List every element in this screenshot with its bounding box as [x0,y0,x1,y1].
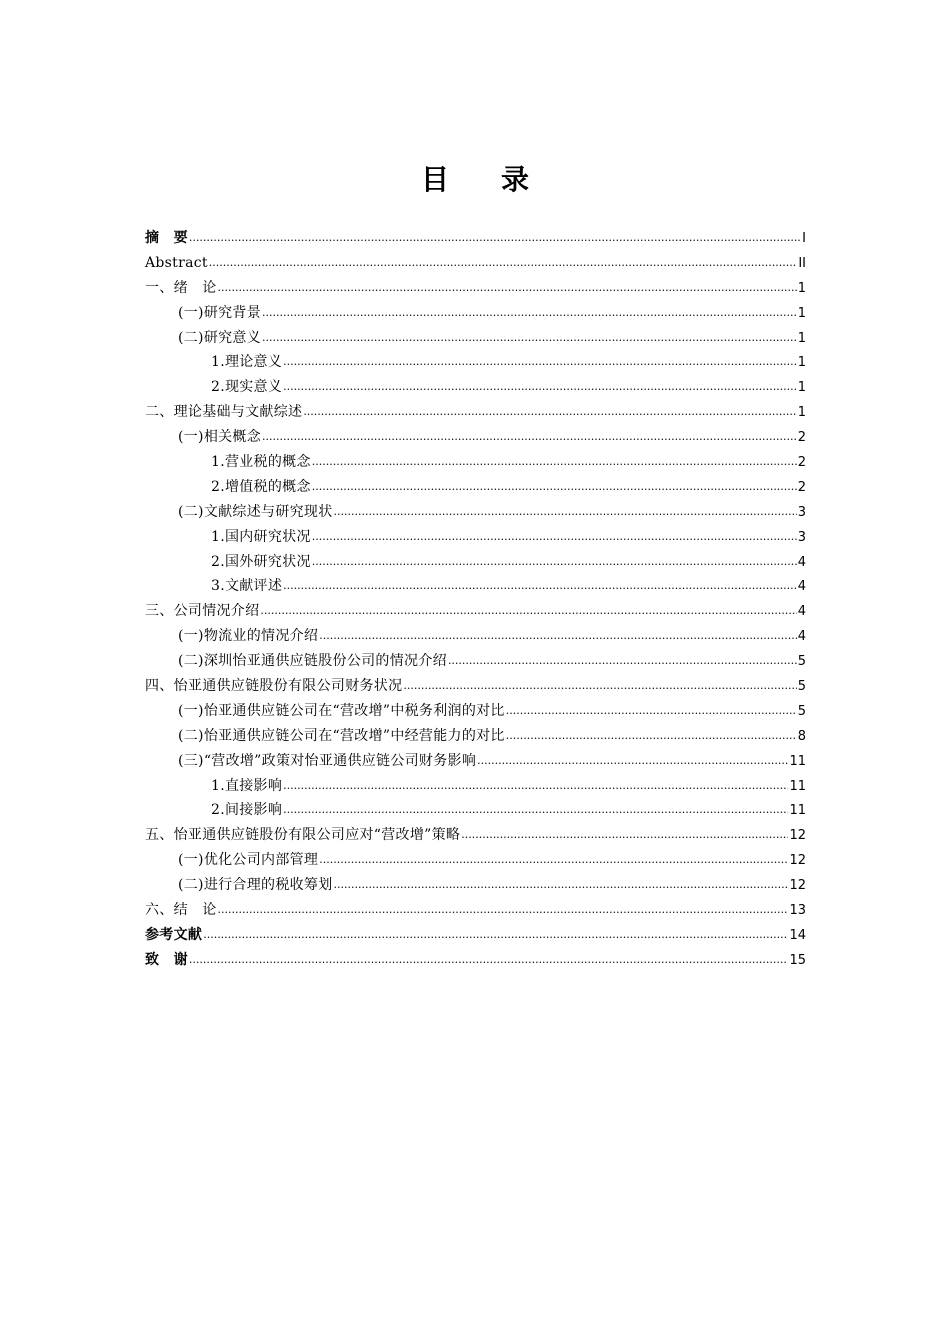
toc-entry[interactable] [145,948,806,973]
toc-entry-page-number: 15 [789,952,806,968]
toc-entry-page-number: 11 [789,778,806,794]
dot-leader [189,948,789,973]
dot-leader [283,774,788,799]
dot-leader [218,276,797,301]
dot-leader [262,326,797,351]
toc-entry[interactable] [145,500,806,525]
toc-entry[interactable] [145,848,806,873]
toc-entry-text: 1.营业税的概念 [211,454,311,471]
toc-entry[interactable] [145,749,806,774]
toc-entry[interactable] [145,898,806,923]
toc-entry-text: 六、结 论 [145,902,217,919]
dot-leader [506,724,797,749]
toc-entry[interactable] [145,350,806,375]
toc-entry[interactable] [145,475,806,500]
toc-entry[interactable] [145,724,806,749]
toc-entry-page-number: 12 [789,853,806,869]
dot-leader [283,798,788,823]
toc-entry-text: 参考文献 [145,926,203,943]
dot-leader [319,624,796,649]
toc-entry[interactable] [145,774,806,799]
toc-entry-text: (二)研究意义 [178,329,262,346]
dot-leader [461,823,788,848]
toc-entry[interactable] [145,699,806,724]
toc-entry-page-number: II [798,255,806,271]
dot-leader [312,450,797,475]
dot-leader [262,301,797,326]
toc-entry-text: (一)相关概念 [178,429,262,446]
toc-entry-text: 一、绪 论 [145,279,217,296]
toc-entry[interactable] [145,550,806,575]
dot-leader [218,898,789,923]
toc-entry[interactable] [145,798,806,823]
toc-entry-page-number: 2 [797,455,806,471]
toc-entry-page-number: 1 [797,330,806,346]
dot-leader [262,425,797,450]
toc-entry-text: 致 谢 [145,951,188,968]
toc-entry[interactable] [145,400,806,425]
dot-leader [506,699,797,724]
toc-entry[interactable] [145,525,806,550]
toc-entry[interactable] [145,425,806,450]
toc-entry[interactable] [145,823,806,848]
dot-leader [283,375,797,400]
toc-entry[interactable] [145,873,806,898]
toc-entry[interactable] [145,450,806,475]
toc-entry-text: (一)研究背景 [178,304,262,321]
dot-leader [283,350,797,375]
toc-entry-page-number: 1 [797,280,806,296]
toc-entry-text: 1.直接影响 [211,777,283,794]
toc-entry-text: 五、怡亚通供应链股份有限公司应对“营改增”策略 [145,827,461,844]
table-of-contents [145,226,806,973]
toc-entry-text: 四、怡亚通供应链股份有限公司财务状况 [145,678,403,695]
toc-entry[interactable] [145,326,806,351]
toc-entry-page-number: 4 [797,579,806,595]
toc-entry-page-number: I [802,231,806,246]
toc-entry-page-number: 5 [797,654,806,670]
toc-entry[interactable] [145,649,806,674]
toc-entry[interactable] [145,251,806,276]
toc-entry[interactable] [145,674,806,699]
toc-entry-page-number: 1 [797,355,806,371]
toc-entry[interactable] [145,226,806,251]
toc-title: 目录 [420,163,581,196]
toc-entry-page-number: 2 [797,479,806,495]
toc-entry-page-number: 3 [797,504,806,520]
toc-entry-text: (二)文献综述与研究现状 [178,503,333,520]
toc-entry-page-number: 1 [797,305,806,321]
toc-entry-text: 二、理论基础与文献综述 [145,404,303,421]
toc-entry-page-number: 14 [789,927,806,943]
toc-entry[interactable] [145,276,806,301]
dot-leader [209,251,798,276]
toc-entry-page-number: 1 [797,405,806,421]
toc-entry-page-number: 12 [789,878,806,894]
toc-entry-text: (一)优化公司内部管理 [178,852,319,869]
dot-leader [334,873,789,898]
toc-entry-text: (三)“营改增”政策对怡亚通供应链公司财务影响 [178,752,477,769]
toc-entry-page-number: 11 [789,753,806,769]
dot-leader [319,848,788,873]
dot-leader [448,649,797,674]
toc-entry-text: (二)深圳怡亚通供应链股份公司的情况介绍 [178,653,447,670]
toc-entry-page-number: 4 [797,604,806,620]
dot-leader [260,599,796,624]
toc-entry[interactable] [145,599,806,624]
toc-entry[interactable] [145,574,806,599]
toc-entry-text: 2.增值税的概念 [211,478,311,495]
toc-entry-page-number: 11 [789,803,806,819]
dot-leader [312,475,797,500]
toc-entry-text: 3.文献评述 [211,578,283,595]
toc-entry-text: (二)进行合理的税收筹划 [178,877,333,894]
toc-entry-page-number: 5 [797,679,806,695]
toc-entry-text: 1.理论意义 [211,354,283,371]
dot-leader [334,500,797,525]
dot-leader [303,400,796,425]
dot-leader [189,226,801,251]
toc-entry-page-number: 3 [797,529,806,545]
toc-entry-text: (一)物流业的情况介绍 [178,628,319,645]
toc-entry-text: 三、公司情况介绍 [145,603,260,620]
toc-entry-text: (二)怡亚通供应链公司在“营改增”中经营能力的对比 [178,727,505,744]
dot-leader [403,674,796,699]
toc-entry-page-number: 12 [789,828,806,844]
toc-entry-page-number: 5 [797,703,806,719]
toc-entry-page-number: 13 [789,903,806,919]
dot-leader [312,525,797,550]
toc-entry-text: (一)怡亚通供应链公司在“营改增”中税务利润的对比 [178,702,505,719]
toc-entry[interactable] [145,923,806,948]
dot-leader [312,550,797,575]
toc-entry-text: Abstract [145,254,208,271]
toc-entry-page-number: 4 [797,629,806,645]
toc-entry-text: 2.国外研究状况 [211,553,311,570]
dot-leader [283,574,797,599]
toc-entry-text: 摘 要 [145,230,188,246]
toc-entry[interactable] [145,624,806,649]
toc-entry-text: 1.国内研究状况 [211,528,311,545]
toc-entry-page-number: 1 [797,380,806,396]
toc-entry-page-number: 2 [797,430,806,446]
toc-entry-page-number: 4 [797,554,806,570]
toc-entry-text: 2.间接影响 [211,802,283,819]
dot-leader [477,749,788,774]
toc-entry[interactable] [145,301,806,326]
toc-entry-text: 2.现实意义 [211,379,283,396]
toc-entry-page-number: 8 [797,728,806,744]
toc-entry[interactable] [145,375,806,400]
dot-leader [203,923,788,948]
